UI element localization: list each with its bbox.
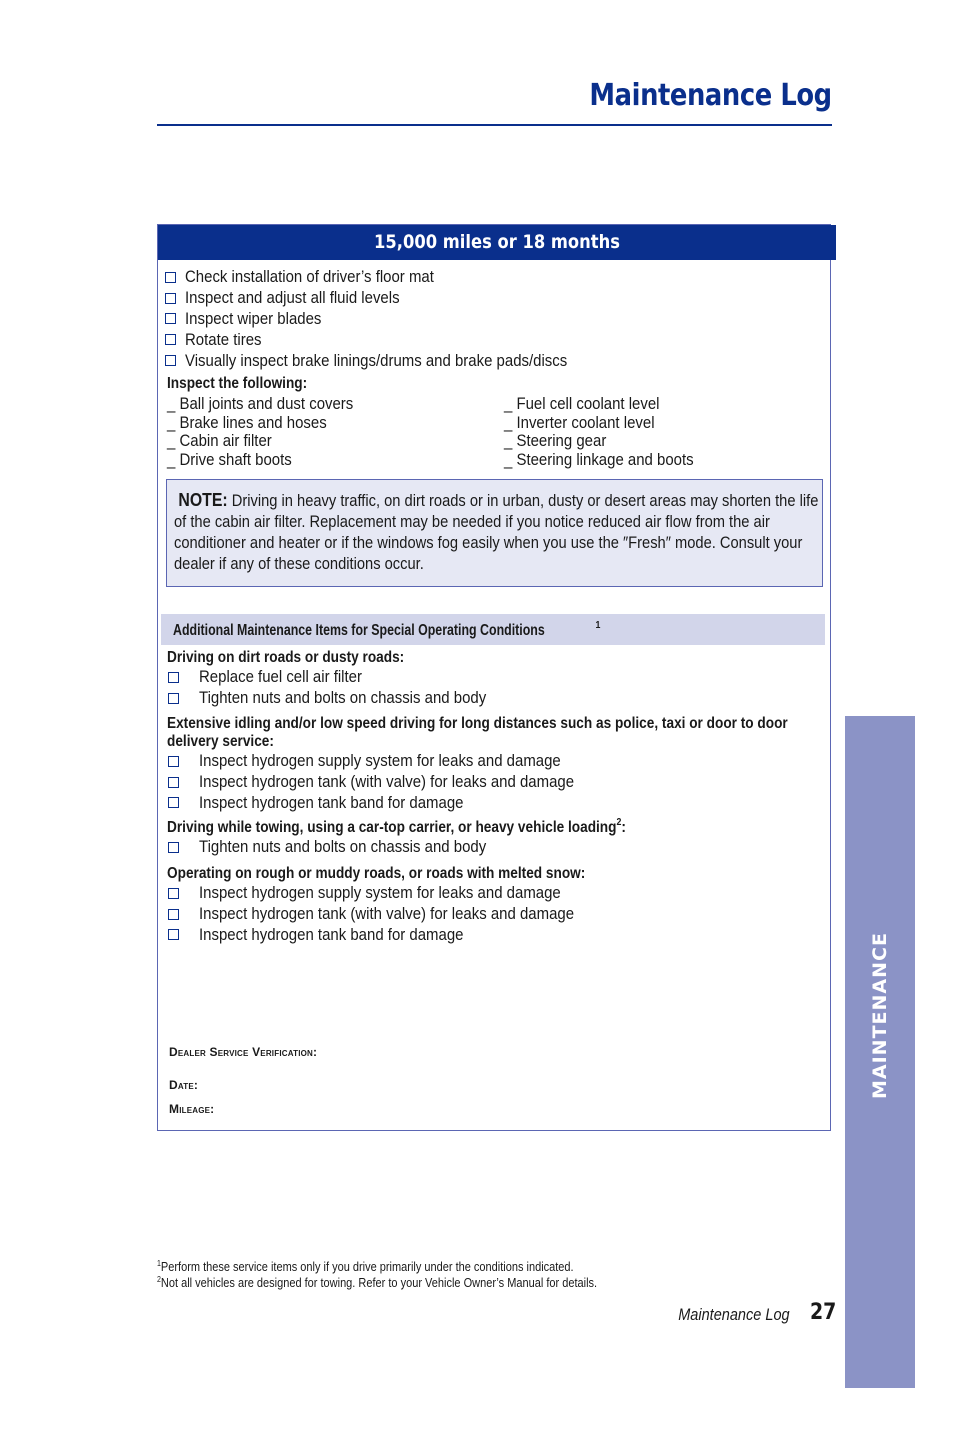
inspect-item: _ Brake lines and hoses — [167, 412, 327, 432]
condition-heading: Driving while towing, using a car-top carrier, or heavy vehicle loading$^2$: — [167, 817, 626, 836]
condition-section — [167, 819, 689, 858]
checklist-item: Check installation of driver’s floor mat — [165, 267, 619, 288]
condition-heading: Extensive idling and/or low speed driving for long distances such as police, taxi or door to door delivery service: — [167, 715, 788, 750]
maintenance-box — [157, 224, 831, 1131]
condition-heading: Driving on dirt roads or dusty roads: — [167, 649, 405, 666]
inspect-list-right — [504, 395, 720, 469]
footnote: $^2$Not all vehicles are designed for towing. Refer to your Vehicle Owner’s Manual for details. — [157, 1274, 598, 1290]
checklist-item: Inspect and adjust all fluid levels — [165, 288, 619, 309]
footnote: $^1$Perform these service items only if you drive primarily under the conditions indicated. — [157, 1259, 574, 1274]
checklist-item: Inspect hydrogen tank band for damage — [168, 793, 907, 814]
checkbox[interactable] — [165, 334, 176, 345]
note-paragraph — [174, 490, 825, 574]
date-label: Date: — [169, 1078, 199, 1092]
checklist-item: Inspect hydrogen tank (with valve) for leaks and damage — [168, 772, 907, 793]
title-rule — [157, 124, 832, 126]
note-label: NOTE: — [178, 490, 228, 510]
checklist-item: Tighten nuts and bolts on chassis and body — [168, 688, 525, 709]
checkbox[interactable] — [165, 355, 176, 366]
checklist-item: Inspect hydrogen supply system for leaks and damage — [168, 751, 907, 772]
checkbox[interactable] — [165, 293, 176, 304]
checklist-item: Tighten nuts and bolts on chassis and body — [168, 837, 689, 858]
checklist-item: Inspect hydrogen supply system for leaks and damage — [168, 883, 642, 904]
checklist-item: Inspect hydrogen tank (with valve) for leaks and damage — [168, 904, 642, 925]
additional-items-heading: Additional Maintenance Items for Special Operating Conditions $^1$ — [161, 614, 825, 645]
inspect-item: _ Cabin air filter — [167, 431, 272, 451]
note-text: Driving in heavy traffic, on dirt roads or in urban, dusty or desert areas may shorten the life of the cabin air filter. Replacement may be needed if you notice reduced air flow from the air conditioner and heater or if the windows fog easily when you use the ″Fresh″ mode. Consult your dealer if any of these conditions occur. — [174, 491, 819, 573]
interval-header: 15,000 miles or 18 months — [158, 225, 836, 260]
checkbox[interactable] — [168, 888, 179, 899]
checkbox[interactable] — [168, 672, 179, 683]
checklist-item: Rotate tires — [165, 329, 619, 350]
page-title: Maintenance Log — [589, 78, 832, 113]
note-box — [166, 479, 823, 587]
checkbox[interactable] — [168, 797, 179, 808]
checklist-item: Visually inspect brake linings/drums and brake pads/discs — [165, 350, 619, 371]
checklist — [165, 267, 619, 371]
inspect-item: _ Fuel cell coolant level — [504, 394, 660, 413]
checkbox[interactable] — [168, 756, 179, 767]
checkbox[interactable] — [168, 842, 179, 853]
checkbox[interactable] — [165, 313, 176, 324]
checklist-item: Replace fuel cell air filter — [168, 667, 525, 688]
side-tab-label: MAINTENANCE — [869, 932, 891, 1099]
inspect-item: _ Steering linkage and boots — [504, 449, 694, 469]
footer-section-label: Maintenance Log — [678, 1306, 790, 1324]
inspect-item: _ Steering gear — [504, 431, 607, 451]
inspect-item: _ Drive shaft boots — [167, 449, 292, 469]
inspect-item: _ Inverter coolant level — [504, 412, 655, 432]
mileage-label: Mileage: — [169, 1102, 215, 1116]
checklist-item: Inspect wiper blades — [165, 309, 619, 330]
checkbox[interactable] — [168, 929, 179, 940]
inspect-list-left — [167, 395, 379, 469]
condition-section — [167, 715, 907, 813]
checkbox[interactable] — [168, 693, 179, 704]
condition-heading: Operating on rough or muddy roads, or roads with melted snow: — [167, 865, 586, 882]
condition-section — [167, 865, 642, 945]
checkbox[interactable] — [168, 909, 179, 920]
condition-section — [167, 649, 525, 709]
checkbox[interactable] — [168, 777, 179, 788]
dealer-verification-label: Dealer Service Verification: — [169, 1045, 318, 1059]
page-number: 27 — [810, 1300, 837, 1325]
checklist-item: Inspect hydrogen tank band for damage — [168, 925, 642, 946]
inspect-heading: Inspect the following: — [167, 375, 308, 392]
footnotes — [157, 1260, 597, 1291]
inspect-item: _ Ball joints and dust covers — [167, 394, 354, 413]
checkbox[interactable] — [165, 272, 176, 283]
